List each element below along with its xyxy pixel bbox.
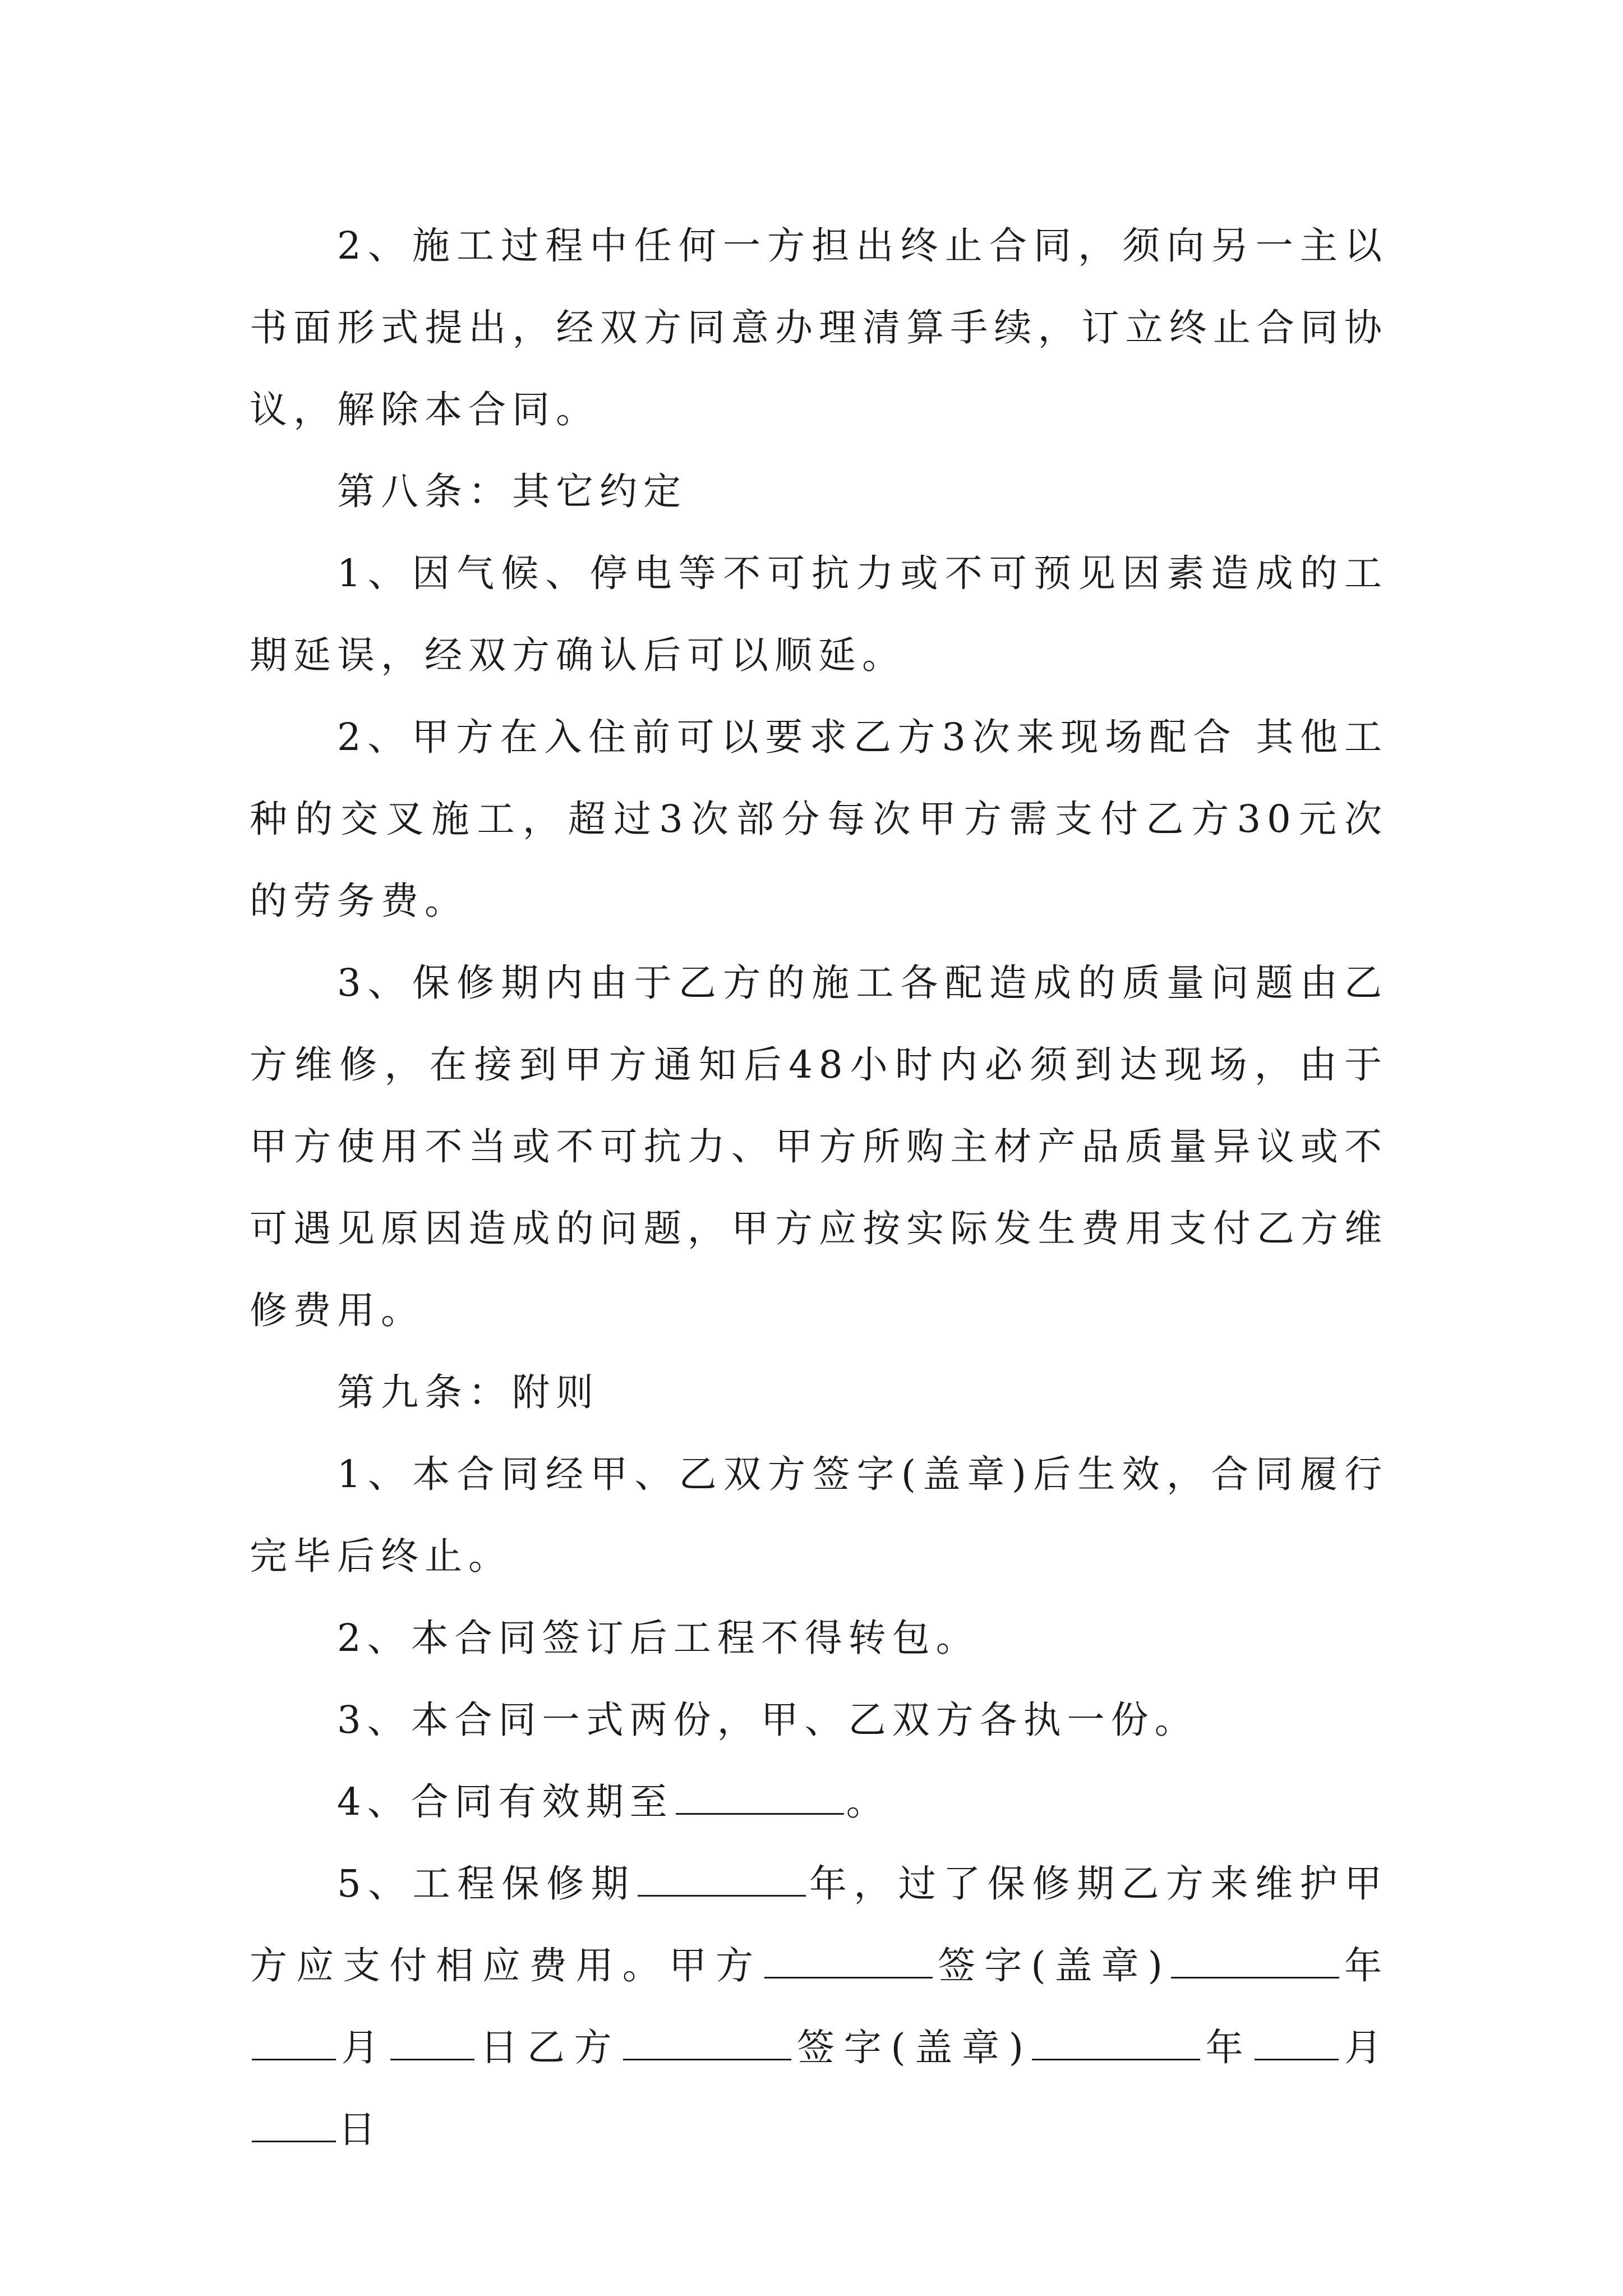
warranty-text-1: 5、工程保修期 <box>337 1862 636 1906</box>
party-b-day-blank <box>252 2107 336 2142</box>
party-a-name-blank <box>764 1943 933 1978</box>
paragraph-effective: 1、本合同经甲、乙双方签字(盖章)后生效，合同履行完毕后终止。 <box>250 1452 1388 1578</box>
paragraph-site-cooperation: 2、甲方在入住前可以要求乙方3次来现场配合 其他工种的交叉施工，超过3次部分每次甲方需支付乙方30元次的劳务费。 <box>250 715 1388 923</box>
document-body <box>250 205 1388 2170</box>
party-a-day-blank <box>390 2025 474 2060</box>
paragraph-warranty-signatures <box>250 1843 1388 2170</box>
paragraph-no-subcontract: 2、本合同签订后工程不得转包。 <box>337 1616 980 1660</box>
validity-suffix: 。 <box>846 1780 890 1824</box>
validity-prefix: 4、合同有效期至 <box>337 1780 674 1824</box>
paragraph-warranty-repair: 3、保修期内由于乙方的施工各配造成的质量问题由乙方维修，在接到甲方通知后48小时内必须到达现场，由于甲方使用不当或不可抗力、甲方所购主材产品质量异议或不可遇见原因造成的问题，甲方应按实际发生费用支付乙方维修费用。 <box>250 961 1388 1332</box>
party-a-year-blank <box>1171 1943 1339 1978</box>
party-b-month-blank <box>1255 2025 1339 2060</box>
party-a-month-label: 月 <box>338 2026 389 2069</box>
party-b-day-label: 日 <box>338 2108 382 2151</box>
paragraph-termination: 2、施工过程中任何一方担出终止合同，须向另一主以书面形式提出，经双方同意办理清算手续，订立终止合同协议，解除本合同。 <box>250 224 1388 431</box>
warranty-years-blank <box>638 1861 806 1897</box>
paragraph-force-majeure: 1、因气候、停电等不可抗力或不可预见因素造成的工期延误，经双方确认后可以顺延。 <box>250 551 1388 677</box>
party-a-month-blank <box>252 2025 336 2060</box>
party-a-year-label: 年 <box>1341 1944 1389 1987</box>
party-b-year-label: 年 <box>1202 2026 1253 2069</box>
warranty-text-2: 年，过了保修期乙方来维护甲方应支付相应费用。甲方 <box>250 1862 1388 1987</box>
party-b-signature-label: 签字(盖章) <box>794 2026 1030 2069</box>
paragraph-validity <box>250 1761 1388 1843</box>
party-b-label: 日乙方 <box>477 2026 621 2069</box>
heading-article-9: 第九条：附则 <box>337 1370 600 1414</box>
heading-article-8: 第八条：其它约定 <box>337 470 687 513</box>
party-b-year-blank <box>1032 2025 1200 2060</box>
party-b-name-blank <box>623 2025 791 2060</box>
party-a-signature-label: 签字(盖章) <box>935 1944 1169 1987</box>
party-b-month-label: 月 <box>1341 2026 1389 2069</box>
paragraph-copies: 3、本合同一式两份，甲、乙双方各执一份。 <box>337 1698 1198 1742</box>
validity-date-blank <box>676 1779 844 1815</box>
